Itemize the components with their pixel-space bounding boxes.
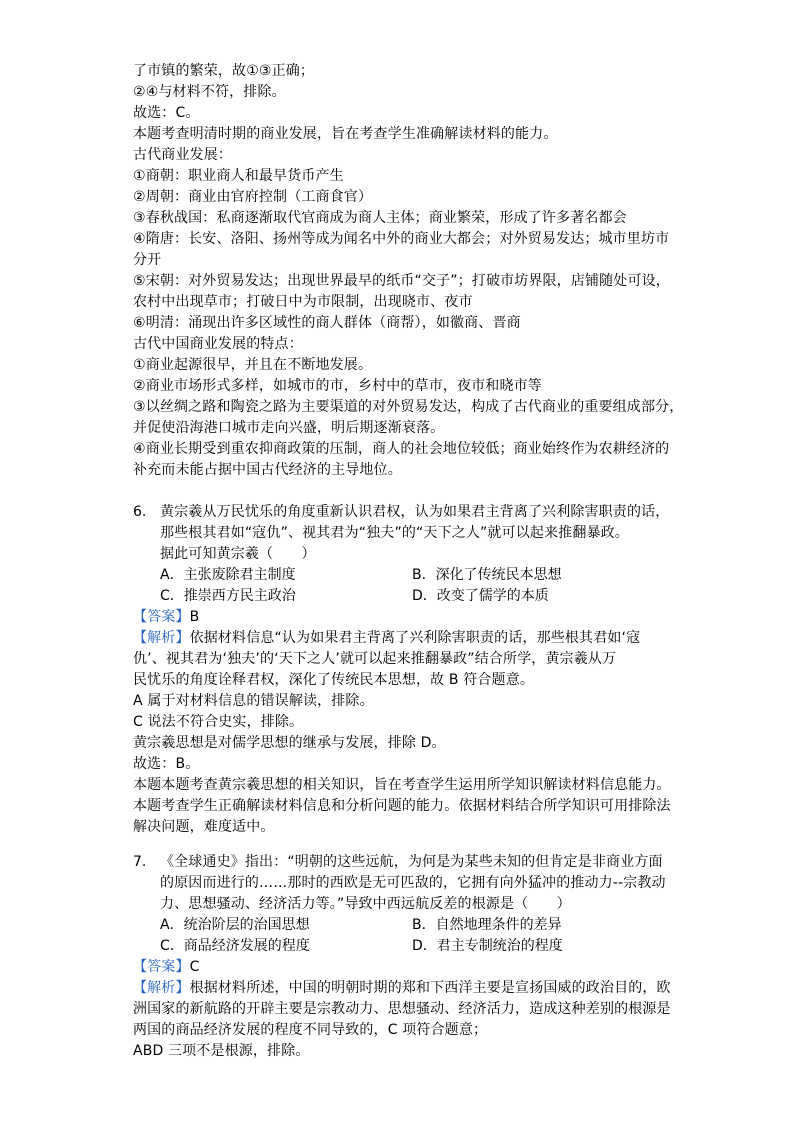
analysis-line: 黄宗羲思想是对儒学思想的继承与发展，排除 D。 xyxy=(133,735,446,751)
text-line: ④隋唐：长安、洛阳、扬州等成为闻名中外的商业大都会；对外贸易发达；城市里坊市 xyxy=(133,231,670,247)
question-number: 6. xyxy=(133,504,147,520)
analysis-line: 两国的商品经济发展的程度不同导致的，C 项符合题意； xyxy=(133,1022,488,1038)
analysis-text: 依据材料信息“认为如果君主背离了兴利除害职责的话，那些根其君如‘寇 xyxy=(189,630,641,646)
analysis-line: 本题本题考查黄宗羲思想的相关知识，旨在考查学生运用所学知识解读材料信息能力。 xyxy=(133,777,671,793)
option-c: C．商品经济发展的程度 xyxy=(160,938,310,954)
option-b: B．自然地理条件的差异 xyxy=(412,917,562,933)
text-line: ③以丝绸之路和陶瓷之路为主要渠道的对外贸易发达，构成了古代商业的重要组成部分， xyxy=(133,399,684,415)
question-stem: 的原因而进行的……那时的西欧是无可匹敌的，它拥有向外猛冲的推动力--宗教动 xyxy=(160,875,666,891)
option-a: A．统治阶层的治国思想 xyxy=(160,917,310,933)
question-number: 7. xyxy=(133,854,147,870)
text-line: ②④与材料不符，排除。 xyxy=(133,84,286,100)
answer-tag: 【答案】 xyxy=(133,609,190,625)
analysis-line: 本题考查学生正确解读材料信息和分析问题的能力。依据材料结合所学知识可用排除法 xyxy=(133,798,671,814)
text-line: ③春秋战国：私商逐渐取代官商成为商人主体；商业繁荣，形成了许多著名都会 xyxy=(133,210,627,226)
answer-tag: 【答案】 xyxy=(133,959,190,975)
question-stem: 《全球通史》指出：“明朝的这些远航，为何是为某些未知的但肯定是非商业方面 xyxy=(160,854,663,870)
option-d: D．君主专制统治的程度 xyxy=(412,938,563,954)
analysis-text: 根据材料所述，中国的明朝时期的郑和下西洋主要是宣扬国威的政治目的，欧 xyxy=(189,980,671,996)
text-line: ⑤宋朝：对外贸易发达；出现世界最早的纸币“交子”；打破市坊界限，店铺随处可设， xyxy=(133,273,670,289)
analysis-line: A 属于对材料信息的错误解读，排除。 xyxy=(133,693,374,709)
answer-line xyxy=(133,957,200,977)
analysis-tag: 【解析】 xyxy=(133,630,190,646)
analysis-line xyxy=(133,978,671,998)
answer-value: C xyxy=(189,959,200,975)
analysis-line: 仇’、视其君为‘独夫’的‘天下之人’就可以起来推翻暴政”结合所学，黄宗羲从万 xyxy=(133,651,617,667)
analysis-line xyxy=(133,628,640,648)
answer-line xyxy=(133,607,199,627)
option-b: B．深化了传统民本思想 xyxy=(412,567,562,583)
analysis-line: C 说法不符合史实，排除。 xyxy=(133,714,304,730)
text-line: ①商朝：职业商人和最早货币产生 xyxy=(133,168,344,184)
text-line: 分开 xyxy=(133,252,162,268)
text-line: 并促使沿海港口城市走向兴盛，明后期逐渐衰落。 xyxy=(133,420,445,436)
analysis-line: 民忧乐的角度诠释君权，深化了传统民本思想，故 B 符合题意。 xyxy=(133,672,535,688)
analysis-tag: 【解析】 xyxy=(133,980,190,996)
text-line: ④商业长期受到重农抑商政策的压制，商人的社会地位较低；商业始终作为农耕经济的 xyxy=(133,441,670,457)
text-line: 古代中国商业发展的特点： xyxy=(133,336,303,352)
analysis-line: ABD 三项不是根源，排除。 xyxy=(133,1043,310,1059)
answer-value: B xyxy=(189,609,200,625)
text-line: ⑥明清：涌现出许多区域性的商人群体（商帮），如徽商、晋商 xyxy=(133,315,521,331)
text-line: 补充而未能占据中国古代经济的主导地位。 xyxy=(133,462,402,478)
text-line: 古代商业发展： xyxy=(133,147,233,163)
text-line: ①商业起源很早，并且在不断地发展。 xyxy=(133,357,373,373)
analysis-line: 洲国家的新航路的开辟主要是宗教动力、思想骚动、经济活力，造成这种差别的根源是 xyxy=(133,1001,671,1017)
question-stem: 那些根其君如“寇仇”、视其君为“独夫”的“天下之人”就可以起来推翻暴政。 xyxy=(160,525,629,541)
text-line: 故选：C。 xyxy=(133,105,200,121)
option-d: D．改变了儒学的本质 xyxy=(412,588,549,604)
option-c: C．推崇西方民主政治 xyxy=(160,588,296,604)
text-line: 农村中出现草市；打破日中为市限制，出现晓市、夜市 xyxy=(133,294,473,310)
question-stem: 据此可知黄宗羲（ ） xyxy=(160,546,316,562)
question-stem: 力、思想骚动、经济活力等。”导致中西远航反差的根源是（ ） xyxy=(160,896,571,912)
text-line: 了市镇的繁荣，故①③正确； xyxy=(133,63,315,79)
option-a: A．主张废除君主制度 xyxy=(160,567,296,583)
question-stem: 黄宗羲从万民忧乐的角度重新认识君权，认为如果君主背离了兴利除害职责的话， xyxy=(160,504,670,520)
text-line: ②商业市场形式多样，如城市的市，乡村中的草市，夜市和晓市等 xyxy=(133,378,542,394)
analysis-line: 故选：B。 xyxy=(133,756,200,772)
text-line: 本题考查明清时期的商业发展，旨在考查学生准确解读材料的能力。 xyxy=(133,126,558,142)
text-line: ②周朝：商业由官府控制（工商食官） xyxy=(133,189,373,205)
analysis-line: 解决问题，难度适中。 xyxy=(133,819,275,835)
